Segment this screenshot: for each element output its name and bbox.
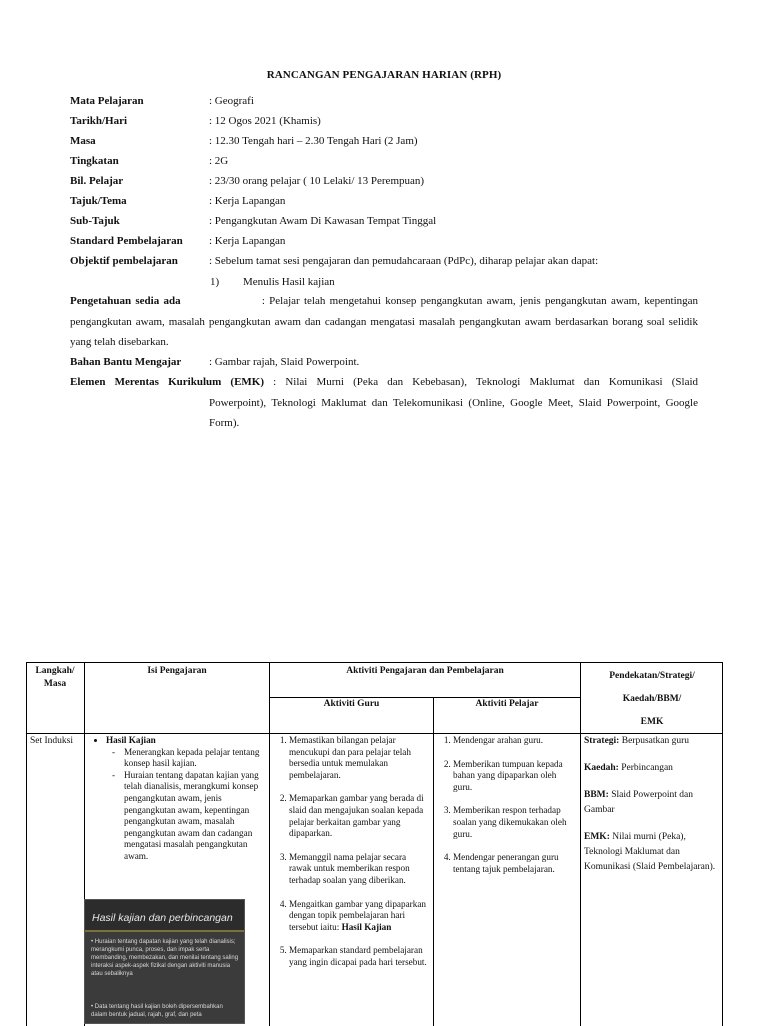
- pelajar-item: 3. Memberikan respon terhadap soalan yang dikemukakan oleh guru.: [453, 805, 576, 840]
- bbm-value: Slaid Powerpoint dan Gambar: [584, 790, 693, 815]
- emk-cell-label: EMK:: [584, 832, 610, 842]
- slide-title: Hasil kajian dan perbincangan: [92, 912, 233, 924]
- objective-number: 1): [210, 276, 220, 288]
- isi-cell: [86, 735, 266, 863]
- guru-item: 1. Memastikan bilangan pelajar mencukupi dan para pelajar telah bersedia untuk memulakan pembelajaran.: [289, 735, 429, 781]
- pengetahuan-label: Pengetahuan sedia ada: [70, 295, 181, 307]
- document-title: RANCANGAN PENGAJARAN HARIAN (RPH): [266, 69, 502, 81]
- isi-heading: • Hasil Kajian: [106, 735, 266, 747]
- field-label: Objektif pembelajaran: [70, 255, 178, 267]
- emk-paragraph: [70, 372, 698, 434]
- pelajar-item: 1. Mendengar arahan guru.: [453, 735, 576, 747]
- field-label: Bahan Bantu Mengajar: [70, 356, 182, 368]
- header-pendekatan-line2: Kaedah/BBM/: [622, 694, 682, 704]
- langkah-cell: Set Induksi: [30, 736, 74, 746]
- pengetahuan-paragraph: [70, 291, 698, 353]
- field-label: Masa: [70, 135, 96, 147]
- field-label: Mata Pelajaran: [70, 95, 144, 107]
- bbm-label: BBM:: [584, 790, 609, 800]
- strategi-value: Berpusatkan guru: [619, 736, 690, 746]
- pelajar-item: 2. Memberikan tumpuan kepada bahan yang dipaparkan oleh guru.: [453, 759, 576, 794]
- strategi-line: [584, 734, 720, 749]
- field-value: : 12.30 Tengah hari – 2.30 Tengah Hari (2 Jam): [209, 135, 418, 147]
- bbm-line: [584, 788, 720, 818]
- emk-line1: : Nilai Murni (Peka dan Kebebasan), Teknologi Maklumat dan Komunikasi (Slaid: [273, 376, 699, 388]
- guru-cell: [272, 735, 429, 981]
- objective-text: Menulis Hasil kajian: [243, 276, 335, 288]
- kaedah-value: Perbincangan: [618, 763, 673, 773]
- kaedah-label: Kaedah:: [584, 763, 619, 773]
- field-label: Tajuk/Tema: [70, 195, 127, 207]
- emk-first-line: [70, 372, 698, 393]
- header-aktiviti: Aktiviti Pengajaran dan Pembelajaran: [346, 666, 504, 676]
- field-label: Sub-Tajuk: [70, 215, 120, 227]
- pelajar-cell: [436, 735, 576, 887]
- emk-line: [584, 830, 720, 875]
- guru-item: 2. Memaparkan gambar yang berada di slaid dan mengajukan soalan kepada pelajar berkaitan gambar yang dipaparkan.: [289, 793, 429, 839]
- slide-image: [84, 899, 245, 1024]
- emk-cell-value: Nilai murni (Peka), Teknologi Maklumat dan Komunikasi (Slaid Pembelajaran).: [584, 832, 716, 872]
- field-value: : 23/30 orang pelajar ( 10 Lelaki/ 13 Perempuan): [209, 175, 425, 187]
- field-value: : 2G: [209, 155, 229, 167]
- guru-item: [289, 899, 429, 934]
- header-isi: Isi Pengajaran: [147, 666, 207, 676]
- strategi-label: Strategi:: [584, 736, 620, 746]
- field-label: Tingkatan: [70, 155, 119, 167]
- guru-item: 3. Memanggil nama pelajar secara rawak untuk memberikan respon terhadap soalan yang diberikan.: [289, 852, 429, 887]
- field-value: : Geografi: [209, 95, 254, 107]
- emk-label: Elemen Merentas Kurikulum (EMK): [70, 376, 265, 388]
- guru-item-text: Mengaitkan gambar yang dipaparkan dengan topik pembelajaran hari tersebut iaitu:: [289, 898, 426, 932]
- slide-header: [85, 900, 244, 932]
- field-label: Bil. Pelajar: [70, 175, 124, 187]
- strategi-cell: [584, 734, 720, 887]
- header-langkah: Langkah/ Masa: [35, 666, 75, 689]
- header-pendekatan-line1: Pendekatan/Strategi/: [609, 671, 695, 681]
- header-pelajar: Aktiviti Pelajar: [475, 699, 539, 709]
- isi-sub-item: - Huraian tentang dapatan kajian yang telah dianalisis, merangkumi konsep pengangkutan awam, jenis pengangkutan awam, kepentingan pengangkutan awam, masalah pengangkutan awam dan cadangan mengatasi masalah pengangkutan awam.: [124, 770, 266, 863]
- field-value: : Pengangkutan Awam Di Kawasan Tempat Tinggal: [209, 215, 437, 227]
- field-value: : Kerja Lapangan: [209, 195, 286, 207]
- guru-item: 5. Memaparkan standard pembelajaran yang ingin dicapai pada hari tersebut.: [289, 945, 429, 968]
- field-value: : 12 Ogos 2021 (Khamis): [209, 115, 321, 127]
- pelajar-item: 4. Mendengar penerangan guru tentang tajuk pembelajaran.: [453, 852, 576, 875]
- field-label: Tarikh/Hari: [70, 115, 128, 127]
- header-pendekatan: [582, 665, 722, 734]
- guru-item-bold: Hasil Kajian: [341, 921, 392, 932]
- slide-bullet: • Huraian tentang dapatan kajian yang telah dianalisis; merangkumi punca, proses, dan impak serta membanding, membezakan, dan menilai tentang saling interaksi aspek-aspek fizikal dengan aktiviti manusia atau sebaliknya: [91, 939, 239, 977]
- kaedah-line: [584, 761, 720, 776]
- field-value: : Sebelum tamat sesi pengajaran dan pemudahcaraan (PdPc), diharap pelajar akan dapat:: [209, 255, 599, 267]
- field-value: : Gambar rajah, Slaid Powerpoint.: [209, 356, 360, 368]
- pengetahuan-text: : Pelajar telah mengetahui konsep pengangkutan awam, jenis pengangkutan awam, kepentingan pengangkutan awam, masalah pengangkutan awam dan cadangan mengatasi masalah pengangkutan awam berdasarkan borang soal selidik yang telah disebarkan.: [70, 295, 699, 348]
- field-value: : Kerja Lapangan: [209, 235, 286, 247]
- header-pendekatan-line3: EMK: [640, 717, 664, 727]
- isi-sub-item: - Menerangkan kepada pelajar tentang konsep hasil kajian.: [124, 747, 266, 770]
- emk-rest: Powerpoint), Teknologi Maklumat dan Telekomunikasi (Online, Google Meet, Slaid Powerpoint, Google Form).: [209, 396, 698, 429]
- field-label: Standard Pembelajaran: [70, 235, 183, 247]
- header-guru: Aktiviti Guru: [323, 699, 380, 709]
- slide-bullet: • Data tentang hasil kajian boleh dipersembahkan dalam bentuk jadual, rajah, graf, dan peta: [91, 1004, 223, 1018]
